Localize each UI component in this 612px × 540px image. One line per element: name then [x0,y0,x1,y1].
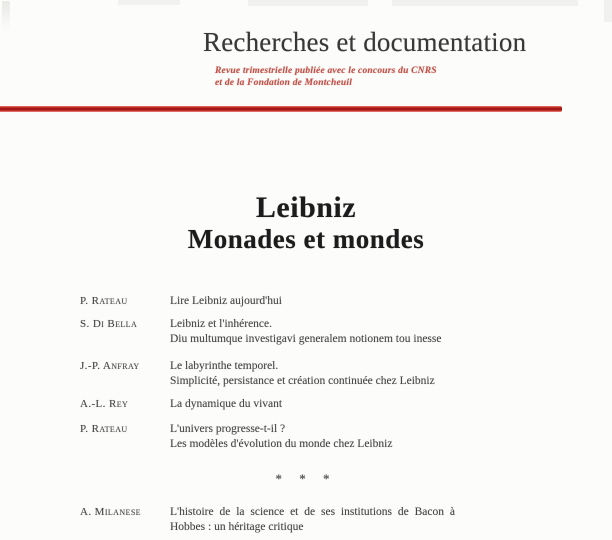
toc-entry-title [170,294,526,309]
issue-title-line1: Leibniz [255,191,357,224]
toc-entry-title [170,397,526,412]
toc-author: P. Rateau [80,295,128,307]
toc-author: J.-P. Anfray [80,360,140,372]
scan-artifact [248,0,368,6]
toc-entry-title [170,422,526,451]
scan-artifact [118,0,180,5]
toc-author: P. Rateau [80,423,128,435]
toc-entry-title [170,505,526,534]
toc-entry-line: Simplicité, persistance et création continuée chez Leibniz [170,374,435,387]
journal-subtitle [215,66,437,89]
red-divider-rule [0,106,562,112]
toc-entry-line: Les modèles d'évolution du monde chez Leibniz [170,437,393,450]
toc-author: A. Milanese [80,506,141,518]
issue-title [0,192,612,254]
toc-entry-line: Le labyrinthe temporel. [170,360,279,372]
toc-entry-title [170,359,526,388]
scan-artifact [392,0,578,6]
toc-entry-line: Leibniz et l'inhérence. [170,318,273,330]
toc-author: A.-L. Rey [80,398,129,410]
journal-masthead-title: Recherches et documentation [203,27,527,57]
toc-entry-title [170,317,526,346]
toc-entry-line: L'univers progresse-t-il ? [170,423,286,435]
toc-entry-line: Lire Leibniz aujourd'hui [170,295,282,307]
toc-entry-line: Hobbes : un héritage critique [170,520,304,533]
scan-smudge [2,1,10,35]
journal-subtitle-line2: et de la Fondation de Montcheuil [215,77,353,88]
toc-author: S. Di Bella [80,318,138,330]
journal-subtitle-line1: Revue trimestrielle publiée avec le concours du CNRS [215,66,437,76]
toc-section-separator: * * * [275,471,337,486]
toc-entry-line: La dynamique du vivant [170,398,283,410]
toc-entry-line: Diu multumque investigavi generalem notionem tou inesse [170,332,442,345]
toc-entry-line: L'histoire de la science et de ses institutions de Bacon à [170,506,455,518]
scan-artifact [604,0,612,22]
issue-title-line2: Monades et mondes [187,224,425,254]
